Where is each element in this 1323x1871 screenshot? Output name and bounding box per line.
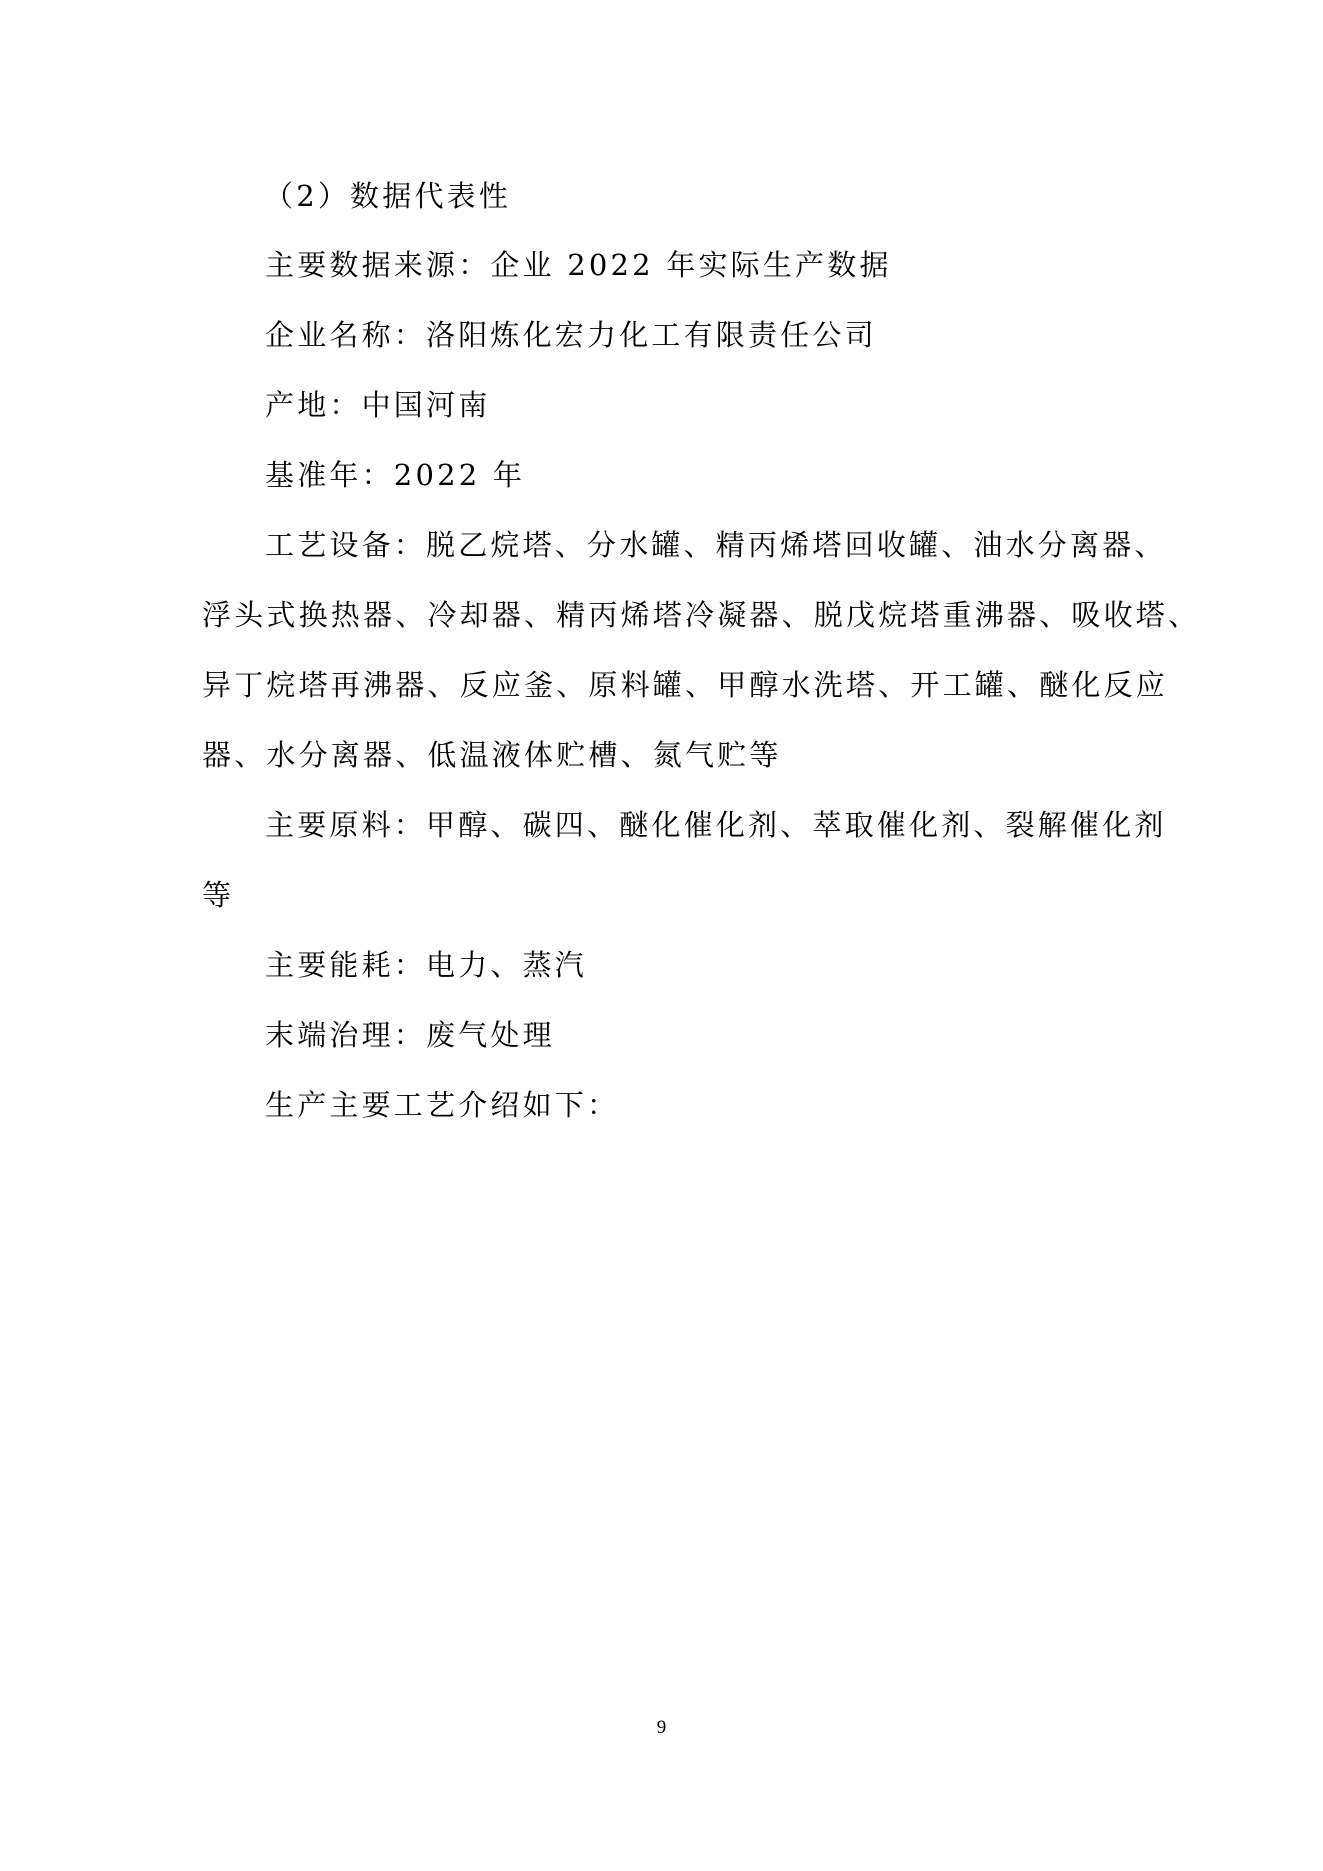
company-name-line: 企业名称：洛阳炼化宏力化工有限责任公司 (265, 318, 877, 352)
page-number: 9 (656, 1717, 667, 1738)
equipment-line-3: 异丁烷塔再沸器、反应釜、原料罐、甲醇水洗塔、开工罐、醚化反应 (202, 668, 1169, 702)
section-heading: （2）数据代表性 (264, 179, 512, 213)
end-treatment-line: 末端治理：废气处理 (265, 1018, 555, 1052)
data-source-line: 主要数据来源：企业 2022 年实际生产数据 (265, 248, 892, 282)
equipment-line-4: 器、水分离器、低温液体贮槽、氮气贮等 (202, 738, 782, 772)
base-year-line: 基准年：2022 年 (265, 458, 526, 492)
equipment-line-2: 浮头式换热器、冷却器、精丙烯塔冷凝器、脱戊烷塔重沸器、吸收塔、 (202, 598, 1201, 632)
origin-line: 产地：中国河南 (265, 388, 491, 422)
materials-line-2: 等 (202, 878, 235, 912)
equipment-line-1: 工艺设备：脱乙烷塔、分水罐、精丙烯塔回收罐、油水分离器、 (265, 528, 1167, 562)
materials-line-1: 主要原料：甲醇、碳四、醚化催化剂、萃取催化剂、裂解催化剂 (265, 808, 1167, 842)
energy-line: 主要能耗：电力、蒸汽 (265, 948, 588, 982)
process-intro-line: 生产主要工艺介绍如下： (265, 1088, 620, 1122)
